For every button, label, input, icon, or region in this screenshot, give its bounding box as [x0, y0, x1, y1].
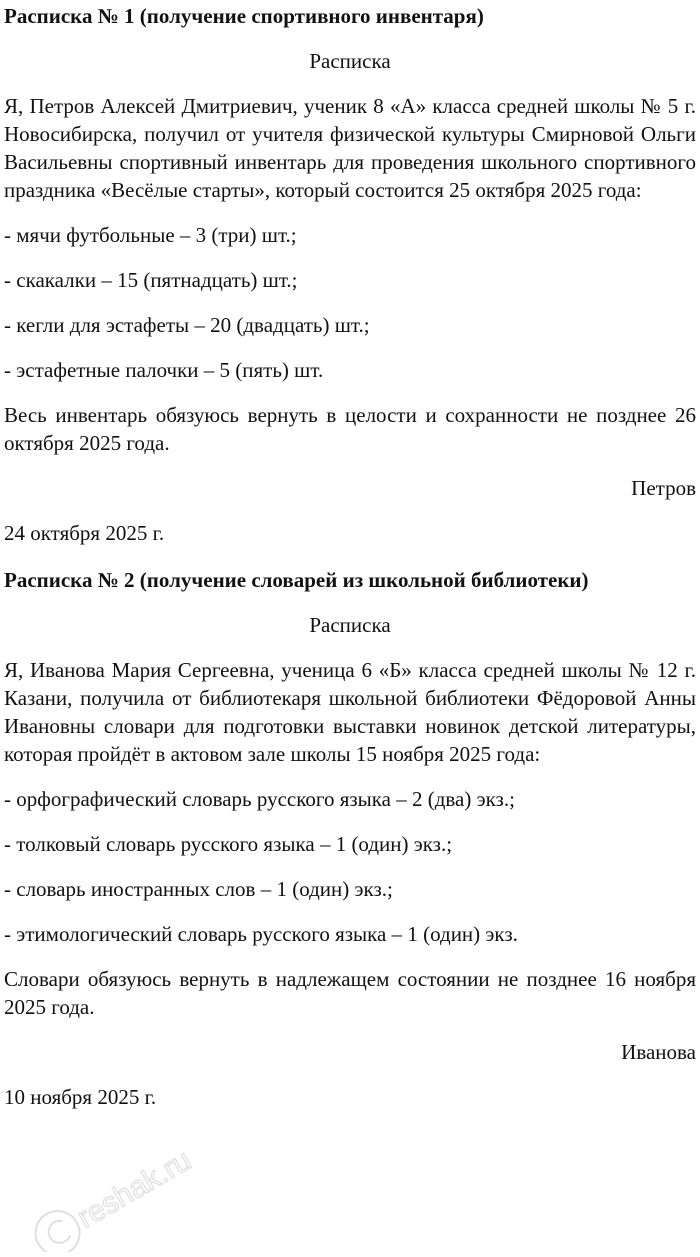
receipt-1-date: 24 октября 2025 г.	[4, 521, 165, 545]
receipt-1-item: - эстафетные палочки – 5 (пять) шт.	[4, 358, 324, 382]
receipt-1-item: - мячи футбольные – 3 (три) шт.;	[4, 223, 297, 247]
receipt-2	[4, 564, 696, 1111]
receipt-1-signature: Петров	[631, 476, 696, 500]
receipt-1-body: Я, Петров Алексей Дмитриевич, ученик 8 «А» класса средней школы № 5 г. Новосибирска, получил от учителя физической культуры Смирновой Ольги Васильевны спортивный инвентарь для проведения школьного спортивного праздника «Весёлые старты», который состоится 25 октября 2025 года:	[4, 94, 696, 202]
receipt-2-date: 10 ноября 2025 г.	[4, 1085, 157, 1109]
receipt-2-item: - орфографический словарь русского языка – 2 (два) экз.;	[4, 787, 515, 811]
receipt-2-body: Я, Иванова Мария Сергеевна, ученица 6 «Б» класса средней школы № 12 г. Казани, получила от библиотекаря школьной библиотеки Фёдоровой Анны Ивановны словари для подготовки выставки новинок детской литературы, которая пройдёт в актовом зале школы 15 ноября 2025 года:	[4, 658, 696, 766]
receipt-1-heading: Расписка № 1 (получение спортивного инвентаря)	[4, 4, 484, 28]
watermark-text: reshak.ru	[72, 1143, 197, 1235]
receipt-2-item: - словарь иностранных слов – 1 (один) экз.;	[4, 877, 393, 901]
watermark	[6, 1142, 206, 1252]
document-page	[4, 0, 696, 1111]
receipt-2-item: - этимологический словарь русского языка – 1 (один) экз.	[4, 922, 518, 946]
receipt-1-title: Расписка	[309, 49, 391, 73]
receipt-2-closing: Словари обязуюсь вернуть в надлежащем состоянии не позднее 16 ноября 2025 года.	[4, 967, 696, 1019]
receipt-1-closing: Весь инвентарь обязуюсь вернуть в целости и сохранности не позднее 26 октября 2025 года.	[4, 403, 696, 455]
receipt-2-title: Расписка	[309, 613, 391, 637]
receipt-1-item: - кегли для эстафеты – 20 (двадцать) шт.;	[4, 313, 370, 337]
receipt-2-heading: Расписка № 2 (получение словарей из школьной библиотеки)	[4, 568, 589, 592]
receipt-2-signature: Иванова	[621, 1040, 696, 1064]
receipt-1-item: - скакалки – 15 (пятнадцать) шт.;	[4, 268, 298, 292]
receipt-1	[4, 0, 696, 547]
receipt-2-item: - толковый словарь русского языка – 1 (один) экз.;	[4, 832, 453, 856]
